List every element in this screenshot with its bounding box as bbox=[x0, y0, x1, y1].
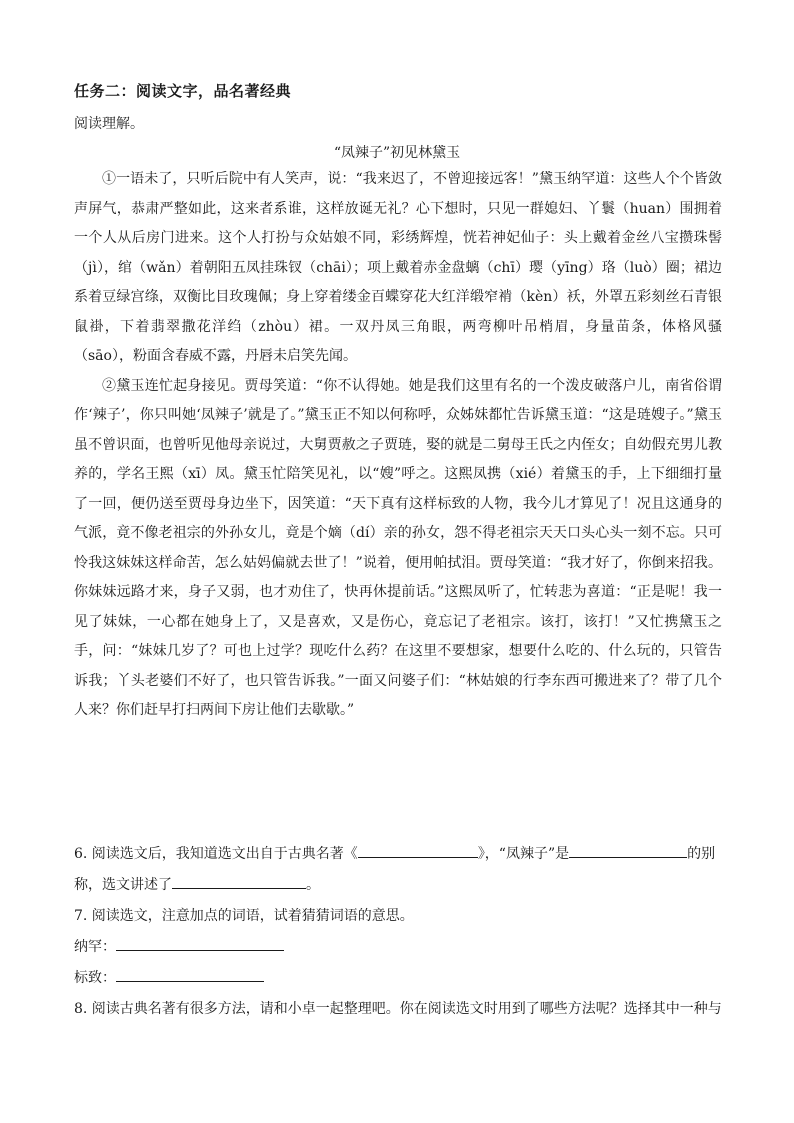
section-title: 任务二：阅读文字，品名著经典 bbox=[74, 82, 292, 100]
passage-title: “凤辣子”初见林黛玉 bbox=[333, 145, 461, 161]
answer-blank-term-2[interactable] bbox=[116, 965, 264, 982]
question-8: 8. 阅读古典名著有很多方法，请和小卓一起整理吧。你在阅读选文时用到了哪些方法呢？选择其中一种与 bbox=[74, 1001, 722, 1017]
question-6-text-e: 。 bbox=[306, 877, 320, 893]
question-7-term-2: 标致： bbox=[74, 970, 116, 986]
reading-instruction: 阅读理解。 bbox=[74, 116, 144, 132]
question-7-term-1-line bbox=[74, 932, 722, 963]
answer-blank-book-title[interactable] bbox=[358, 841, 478, 858]
question-7-term-2-line bbox=[74, 963, 722, 994]
question-6-text-d: 称，选文讲述了 bbox=[74, 877, 172, 893]
question-6-text-a: 6. 阅读选文后，我知道选文出自于古典名著《 bbox=[74, 846, 358, 862]
question-6-text-c: 的别 bbox=[687, 846, 716, 862]
question-6-line-2 bbox=[74, 870, 722, 901]
passage-paragraph-1: ①一语未了，只听后院中有人笑声，说：“我来迟了，不曾迎接远客！”黛玉纳罕道：这些人个个皆敛声屏气，恭肃严整如此，这来者系谁，这样放诞无礼？心下想时，只见一群媳妇、丫鬟（huan）围拥着一个人从后房门进来。这个人打扮与众姑娘不同，彩绣辉煌，恍若神妃仙子：头上戴着金丝八宝攒珠髻（jì），绾（wǎn）着朝阳五凤挂珠钗（chāi）；项上戴着赤金盘螭（chī）璎（yīng）珞（luò）圈；裙边系着豆绿宫绦，双衡比目玫瑰佩；身上穿着缕金百蝶穿花大红洋缎窄褃（kèn）袄，外罩五彩刻丝石青银鼠褂，下着翡翠撒花洋绉（zhòu）裙。一双丹凤三角眼，两弯柳叶吊梢眉，身量苗条，体格风骚（sāo），粉面含春威不露，丹唇未启笑先闻。 bbox=[74, 171, 722, 364]
question-6-text-b: 》，“凤辣子”是 bbox=[477, 846, 570, 862]
question-7: 7. 阅读选文，注意加点的词语，试着猜猜词语的意思。 bbox=[74, 908, 414, 924]
answer-blank-passage-summary[interactable] bbox=[172, 872, 306, 889]
passage-body bbox=[74, 165, 722, 726]
question-6-line-1 bbox=[74, 839, 722, 870]
question-list bbox=[74, 839, 722, 1025]
answer-blank-nickname-of[interactable] bbox=[569, 841, 687, 858]
passage-paragraph-2: ②黛玉连忙起身接见。贾母笑道：“你不认得她。她是我们这里有名的一个泼皮破落户儿，南省俗谓作‘辣子’，你只叫她‘凤辣子’就是了。”黛玉正不知以何称呼，众姊妹都忙告诉黛玉道：“这是琏嫂子。”黛玉虽不曾识面，也曾听见他母亲说过，大舅贾赦之子贾琏，娶的就是二舅母王氏之内侄女；自幼假充男儿教养的，学名王熙（xī）凤。黛玉忙陪笑见礼，以“嫂”呼之。这熙凤携（xié）着黛玉的手，上下细细打量了一回，便仍送至贾母身边坐下，因笑道：“天下真有这样标致的人物，我今儿才算见了！况且这通身的气派，竟不像老祖宗的外孙女儿，竟是个嫡（dí）亲的孙女，怨不得老祖宗天天口头心头一刻不忘。只可怜我这妹妹这样命苦，怎么姑妈偏就去世了！”说着，便用帕拭泪。贾母笑道：“我才好了，你倒来招我。你妹妹远路才来，身子又弱，也才劝住了，快再休提前话。”这熙凤听了，忙转悲为喜道：“正是呢！我一见了妹妹，一心都在她身上了，又是喜欢，又是伤心，竟忘记了老祖宗。该打，该打！”又忙携黛玉之手，问：“妹妹几岁了？可也上过学？现吃什么药？在这里不要想家，想要什么吃的、什么玩的，只管告诉我；丫头老婆们不好了，也只管告诉我。”一面又问婆子们：“林姑娘的行李东西可搬进来了？带了几个人来？你们赶早打扫两间下房让他们去歇歇。” bbox=[74, 377, 722, 718]
answer-blank-term-1[interactable] bbox=[116, 934, 284, 951]
question-7-term-1: 纳罕： bbox=[74, 939, 116, 955]
